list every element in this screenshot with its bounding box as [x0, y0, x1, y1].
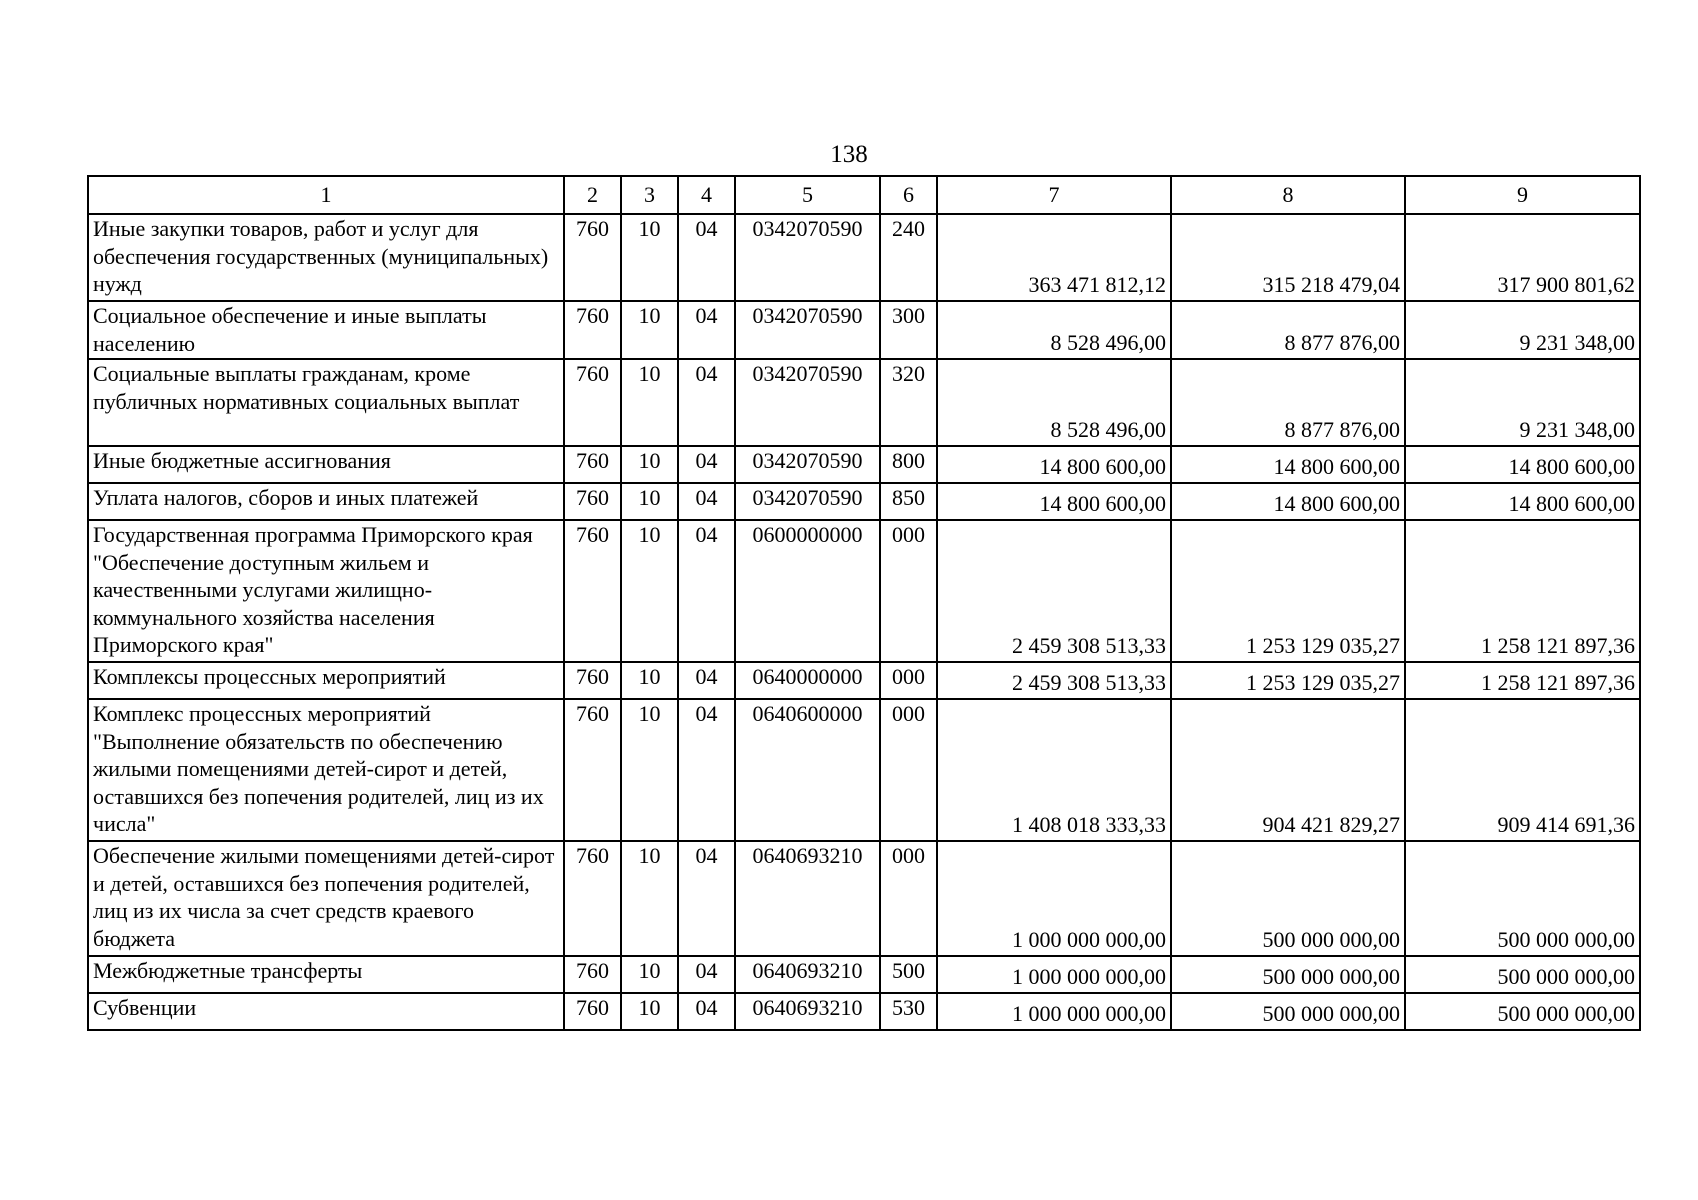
row-name: Иные бюджетные ассигнования [88, 446, 564, 483]
column-header: 7 [937, 176, 1171, 214]
row-code-5: 0600000000 [735, 520, 880, 662]
row-sum-9: 1 258 121 897,36 [1405, 662, 1640, 699]
column-header: 3 [621, 176, 678, 214]
row-name: Государственная программа Приморского края "Обеспечение доступным жильем и качественными услугами жилищно-коммунального хозяйства населения Приморского края" [88, 520, 564, 662]
row-sum-9: 500 000 000,00 [1405, 841, 1640, 956]
row-code-4: 04 [678, 662, 735, 699]
table-row [88, 662, 1640, 699]
row-sum-9: 500 000 000,00 [1405, 956, 1640, 993]
row-sum-9: 9 231 348,00 [1405, 359, 1640, 446]
row-sum-9: 14 800 600,00 [1405, 483, 1640, 520]
row-sum-7: 8 528 496,00 [937, 359, 1171, 446]
row-name: Социальное обеспечение и иные выплаты населению [88, 301, 564, 359]
table-row [88, 699, 1640, 841]
row-code-5: 0342070590 [735, 446, 880, 483]
row-code-5: 0640000000 [735, 662, 880, 699]
row-code-3: 10 [621, 214, 678, 301]
row-sum-7: 1 000 000 000,00 [937, 993, 1171, 1030]
page-number: 138 [830, 141, 868, 168]
row-code-2: 760 [564, 301, 621, 359]
row-code-4: 04 [678, 301, 735, 359]
column-header: 6 [880, 176, 937, 214]
column-header: 8 [1171, 176, 1405, 214]
row-sum-9: 500 000 000,00 [1405, 993, 1640, 1030]
row-code-4: 04 [678, 483, 735, 520]
row-code-2: 760 [564, 520, 621, 662]
row-code-6: 850 [880, 483, 937, 520]
row-code-4: 04 [678, 993, 735, 1030]
column-header: 2 [564, 176, 621, 214]
row-name: Социальные выплаты гражданам, кроме публичных нормативных социальных выплат [88, 359, 564, 446]
row-code-5: 0342070590 [735, 301, 880, 359]
column-header: 4 [678, 176, 735, 214]
row-code-5: 0342070590 [735, 483, 880, 520]
column-header: 5 [735, 176, 880, 214]
row-code-5: 0342070590 [735, 214, 880, 301]
row-code-6: 500 [880, 956, 937, 993]
row-code-4: 04 [678, 214, 735, 301]
row-code-4: 04 [678, 520, 735, 662]
row-sum-8: 8 877 876,00 [1171, 301, 1405, 359]
row-sum-7: 1 408 018 333,33 [937, 699, 1171, 841]
table-row [88, 841, 1640, 956]
row-code-2: 760 [564, 483, 621, 520]
row-code-5: 0640693210 [735, 841, 880, 956]
row-code-5: 0640693210 [735, 956, 880, 993]
row-code-6: 530 [880, 993, 937, 1030]
row-code-2: 760 [564, 662, 621, 699]
row-sum-8: 500 000 000,00 [1171, 956, 1405, 993]
row-code-2: 760 [564, 446, 621, 483]
budget-table [87, 175, 1641, 1031]
row-code-3: 10 [621, 841, 678, 956]
row-code-5: 0640693210 [735, 993, 880, 1030]
row-name: Комплексы процессных мероприятий [88, 662, 564, 699]
row-sum-8: 14 800 600,00 [1171, 483, 1405, 520]
row-code-2: 760 [564, 956, 621, 993]
row-sum-8: 500 000 000,00 [1171, 841, 1405, 956]
row-sum-8: 8 877 876,00 [1171, 359, 1405, 446]
row-code-3: 10 [621, 993, 678, 1030]
row-sum-9: 1 258 121 897,36 [1405, 520, 1640, 662]
table-row [88, 301, 1640, 359]
row-code-3: 10 [621, 699, 678, 841]
row-sum-8: 904 421 829,27 [1171, 699, 1405, 841]
row-sum-9: 9 231 348,00 [1405, 301, 1640, 359]
row-code-4: 04 [678, 699, 735, 841]
row-sum-7: 1 000 000 000,00 [937, 956, 1171, 993]
row-name: Межбюджетные трансферты [88, 956, 564, 993]
row-sum-8: 1 253 129 035,27 [1171, 662, 1405, 699]
row-sum-8: 500 000 000,00 [1171, 993, 1405, 1030]
row-code-2: 760 [564, 699, 621, 841]
row-code-5: 0342070590 [735, 359, 880, 446]
row-code-4: 04 [678, 841, 735, 956]
row-name: Обеспечение жилыми помещениями детей-сирот и детей, оставшихся без попечения родителей, лиц из их числа за счет средств краевого бюджета [88, 841, 564, 956]
row-name: Иные закупки товаров, работ и услуг для обеспечения государственных (муниципальных) нужд [88, 214, 564, 301]
row-code-6: 000 [880, 520, 937, 662]
table-row [88, 214, 1640, 301]
row-code-3: 10 [621, 446, 678, 483]
row-sum-7: 14 800 600,00 [937, 446, 1171, 483]
row-sum-7: 1 000 000 000,00 [937, 841, 1171, 956]
row-sum-9: 909 414 691,36 [1405, 699, 1640, 841]
row-code-3: 10 [621, 520, 678, 662]
row-code-2: 760 [564, 993, 621, 1030]
table-row [88, 446, 1640, 483]
row-code-6: 300 [880, 301, 937, 359]
row-name: Субвенции [88, 993, 564, 1030]
row-code-3: 10 [621, 301, 678, 359]
row-code-2: 760 [564, 359, 621, 446]
row-code-6: 800 [880, 446, 937, 483]
row-name: Уплата налогов, сборов и иных платежей [88, 483, 564, 520]
row-code-4: 04 [678, 956, 735, 993]
row-code-6: 000 [880, 662, 937, 699]
row-code-3: 10 [621, 359, 678, 446]
table-row [88, 520, 1640, 662]
row-sum-9: 317 900 801,62 [1405, 214, 1640, 301]
table-row [88, 993, 1640, 1030]
row-code-2: 760 [564, 841, 621, 956]
row-code-5: 0640600000 [735, 699, 880, 841]
table-row [88, 956, 1640, 993]
table-row [88, 359, 1640, 446]
row-name: Комплекс процессных мероприятий "Выполнение обязательств по обеспечению жилыми помещениями детей-сирот и детей, оставшихся без попечения родителей, лиц из их числа" [88, 699, 564, 841]
table-header-row [88, 176, 1640, 214]
row-sum-7: 363 471 812,12 [937, 214, 1171, 301]
row-code-6: 320 [880, 359, 937, 446]
row-sum-7: 8 528 496,00 [937, 301, 1171, 359]
row-sum-7: 2 459 308 513,33 [937, 662, 1171, 699]
column-header: 9 [1405, 176, 1640, 214]
row-code-3: 10 [621, 956, 678, 993]
row-code-4: 04 [678, 359, 735, 446]
row-code-6: 000 [880, 699, 937, 841]
row-sum-8: 14 800 600,00 [1171, 446, 1405, 483]
row-code-2: 760 [564, 214, 621, 301]
row-sum-7: 14 800 600,00 [937, 483, 1171, 520]
row-code-6: 000 [880, 841, 937, 956]
row-code-3: 10 [621, 483, 678, 520]
row-sum-9: 14 800 600,00 [1405, 446, 1640, 483]
table-row [88, 483, 1640, 520]
row-sum-8: 315 218 479,04 [1171, 214, 1405, 301]
row-code-3: 10 [621, 662, 678, 699]
column-header: 1 [88, 176, 564, 214]
row-code-4: 04 [678, 446, 735, 483]
row-sum-7: 2 459 308 513,33 [937, 520, 1171, 662]
row-code-6: 240 [880, 214, 937, 301]
row-sum-8: 1 253 129 035,27 [1171, 520, 1405, 662]
